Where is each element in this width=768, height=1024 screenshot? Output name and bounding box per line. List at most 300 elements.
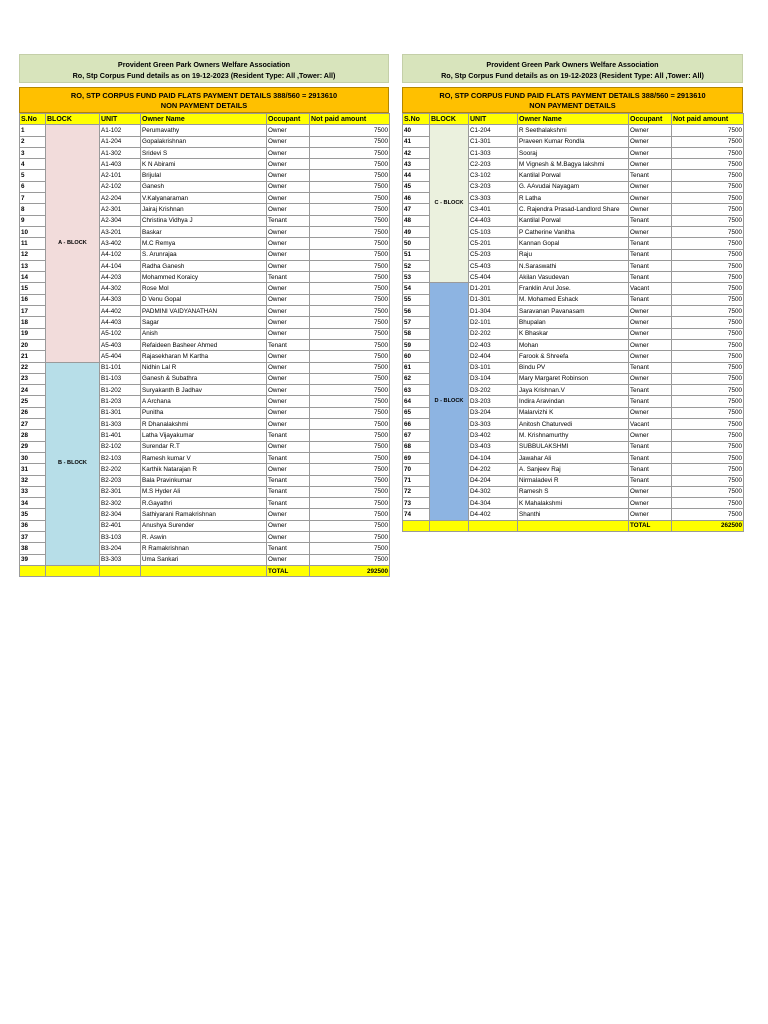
amount-cell: 7500: [672, 193, 744, 204]
unit-cell: D2-202: [469, 328, 518, 339]
sno-cell: 58: [403, 328, 430, 339]
not-paid-amount-header: Not paid amount: [672, 114, 744, 125]
sno-cell: 53: [403, 272, 430, 283]
sno-cell: 9: [20, 215, 46, 226]
unit-cell: D3-204: [469, 407, 518, 418]
amount-cell: 7500: [310, 226, 390, 237]
total-amount: 292500: [310, 565, 390, 576]
unit-cell: D3-303: [469, 419, 518, 430]
amount-cell: 7500: [672, 430, 744, 441]
occupant-cell: Owner: [267, 204, 310, 215]
not-paid-amount-header: Not paid amount: [310, 114, 390, 125]
unit-cell: A1-204: [100, 136, 141, 147]
occupant-cell: Owner: [267, 407, 310, 418]
owner-name-cell: Anish: [141, 328, 267, 339]
unit-cell: C2-203: [469, 159, 518, 170]
unit-cell: A4-403: [100, 317, 141, 328]
owner-name-cell: Kantilal Porwal: [518, 170, 629, 181]
unit-cell: B3-103: [100, 531, 141, 542]
sno-cell: 55: [403, 294, 430, 305]
occupant-cell: Tenant: [629, 272, 672, 283]
association-header: [402, 54, 743, 83]
occupant-cell: Owner: [267, 283, 310, 294]
amount-cell: 7500: [672, 204, 744, 215]
unit-cell: C5-403: [469, 260, 518, 271]
sno-header: S.No: [20, 114, 46, 125]
owner-name-cell: S. Arunrajaa: [141, 249, 267, 260]
total-spacer: [100, 565, 141, 576]
table-row: [403, 125, 744, 136]
unit-cell: B1-401: [100, 430, 141, 441]
occupant-cell: Owner: [267, 159, 310, 170]
occupant-cell: Owner: [267, 351, 310, 362]
occupant-cell: Owner: [629, 147, 672, 158]
sno-cell: 57: [403, 317, 430, 328]
owner-name-cell: Farook & Shreefa: [518, 351, 629, 362]
sno-cell: 45: [403, 181, 430, 192]
sno-cell: 39: [20, 554, 46, 565]
owner-name-cell: Saravanan Pavanasam: [518, 306, 629, 317]
occupant-cell: Owner: [267, 238, 310, 249]
amount-cell: 7500: [672, 159, 744, 170]
occupant-cell: Tenant: [267, 486, 310, 497]
block-header: BLOCK: [430, 114, 469, 125]
unit-cell: B2-203: [100, 475, 141, 486]
unit-cell: C5-103: [469, 226, 518, 237]
occupant-cell: Owner: [629, 159, 672, 170]
amount-cell: 7500: [672, 238, 744, 249]
owner-name-cell: R Latha: [518, 193, 629, 204]
amount-cell: 7500: [672, 509, 744, 520]
amount-cell: 7500: [310, 464, 390, 475]
amount-cell: 7500: [672, 373, 744, 384]
sno-cell: 62: [403, 373, 430, 384]
unit-cell: A4-303: [100, 294, 141, 305]
occupant-cell: Tenant: [629, 249, 672, 260]
amount-cell: 7500: [310, 407, 390, 418]
amount-cell: 7500: [310, 430, 390, 441]
block-label: C - BLOCK: [430, 125, 469, 283]
amount-cell: 7500: [310, 339, 390, 350]
payment-banner: [402, 87, 743, 113]
owner-name-cell: Ganesh & Subathra: [141, 373, 267, 384]
unit-cell: C1-204: [469, 125, 518, 136]
sno-cell: 71: [403, 475, 430, 486]
occupant-cell: Vacant: [629, 419, 672, 430]
amount-cell: 7500: [672, 396, 744, 407]
unit-cell: A5-102: [100, 328, 141, 339]
sno-cell: 46: [403, 193, 430, 204]
amount-cell: 7500: [310, 362, 390, 373]
owner-name-cell: Rajasekharan M Kartha: [141, 351, 267, 362]
total-row: [403, 520, 744, 531]
owner-name-cell: K Bhaskar: [518, 328, 629, 339]
sno-cell: 1: [20, 125, 46, 136]
amount-cell: 7500: [672, 486, 744, 497]
occupant-cell: Tenant: [629, 385, 672, 396]
owner-name-cell: D Venu Gopal: [141, 294, 267, 305]
sno-cell: 26: [20, 407, 46, 418]
owner-name-cell: R Dhanalakshmi: [141, 419, 267, 430]
sno-cell: 42: [403, 147, 430, 158]
sno-cell: 33: [20, 486, 46, 497]
unit-cell: B2-302: [100, 498, 141, 509]
unit-cell: D3-202: [469, 385, 518, 396]
table-row: [20, 125, 390, 136]
total-spacer: [430, 520, 469, 531]
sno-cell: 59: [403, 339, 430, 350]
sno-cell: 4: [20, 159, 46, 170]
occupant-cell: Owner: [267, 125, 310, 136]
sno-cell: 19: [20, 328, 46, 339]
unit-cell: C3-401: [469, 204, 518, 215]
amount-cell: 7500: [310, 272, 390, 283]
occupant-cell: Tenant: [267, 498, 310, 509]
amount-cell: 7500: [672, 317, 744, 328]
owner-name-cell: Jawahar Ali: [518, 452, 629, 463]
unit-cell: B2-202: [100, 464, 141, 475]
sno-cell: 6: [20, 181, 46, 192]
amount-cell: 7500: [310, 441, 390, 452]
owner-name-cell: Indira Aravindan: [518, 396, 629, 407]
sno-cell: 65: [403, 407, 430, 418]
association-header: [19, 54, 389, 83]
occupant-cell: Tenant: [267, 475, 310, 486]
occupant-cell: Vacant: [629, 283, 672, 294]
owner-name-cell: Malarvizhi K: [518, 407, 629, 418]
occupant-cell: Tenant: [629, 464, 672, 475]
unit-cell: B2-304: [100, 509, 141, 520]
unit-header: UNIT: [100, 114, 141, 125]
unit-cell: D3-101: [469, 362, 518, 373]
amount-cell: 7500: [310, 181, 390, 192]
occupant-cell: Tenant: [629, 238, 672, 249]
amount-cell: 7500: [310, 294, 390, 305]
sno-cell: 41: [403, 136, 430, 147]
sno-cell: 54: [403, 283, 430, 294]
occupant-cell: Owner: [629, 498, 672, 509]
sno-cell: 13: [20, 260, 46, 271]
owner-name-cell: Kannan Gopal: [518, 238, 629, 249]
amount-cell: 7500: [672, 170, 744, 181]
fund-details-title: Ro, Stp Corpus Fund details as on 19-12-2023 (Resident Type: All ,Tower: All): [72, 71, 336, 80]
amount-cell: 7500: [310, 136, 390, 147]
amount-cell: 7500: [672, 125, 744, 136]
owner-name-cell: Ganesh: [141, 181, 267, 192]
unit-cell: A1-403: [100, 159, 141, 170]
owner-name-cell: Praveen Kumar Rondla: [518, 136, 629, 147]
owner-name-cell: Ramesh S: [518, 486, 629, 497]
owner-name-cell: Shanthi: [518, 509, 629, 520]
unit-cell: A4-402: [100, 306, 141, 317]
block-label: D - BLOCK: [430, 283, 469, 520]
unit-cell: D3-203: [469, 396, 518, 407]
sno-cell: 21: [20, 351, 46, 362]
occupant-cell: Tenant: [629, 452, 672, 463]
unit-cell: B1-303: [100, 419, 141, 430]
unit-cell: D1-301: [469, 294, 518, 305]
occupant-cell: Owner: [629, 181, 672, 192]
occupant-cell: Owner: [267, 531, 310, 542]
table-row: [20, 362, 390, 373]
sno-cell: 72: [403, 486, 430, 497]
total-spacer: [403, 520, 430, 531]
unit-cell: B3-204: [100, 543, 141, 554]
amount-cell: 7500: [310, 238, 390, 249]
sno-cell: 36: [20, 520, 46, 531]
unit-cell: D1-304: [469, 306, 518, 317]
unit-cell: A2-304: [100, 215, 141, 226]
sno-cell: 63: [403, 385, 430, 396]
occupant-cell: Owner: [267, 170, 310, 181]
amount-cell: 7500: [310, 125, 390, 136]
owner-name-cell: Jaya Krishnan.V: [518, 385, 629, 396]
occupant-cell: Owner: [267, 441, 310, 452]
amount-cell: 7500: [310, 249, 390, 260]
unit-cell: D4-402: [469, 509, 518, 520]
occupant-cell: Owner: [629, 430, 672, 441]
owner-name-cell: PADMINI VAIDYANATHAN: [141, 306, 267, 317]
unit-cell: D1-201: [469, 283, 518, 294]
sno-cell: 30: [20, 452, 46, 463]
owner-name-cell: Anushya Surender: [141, 520, 267, 531]
left-sheet: [19, 54, 389, 577]
occupant-cell: Owner: [267, 226, 310, 237]
banner-title: RO, STP CORPUS FUND PAID FLATS PAYMENT DETAILS 388/560 = 2913610: [70, 91, 338, 100]
owner-name-cell: Punitha: [141, 407, 267, 418]
sno-cell: 34: [20, 498, 46, 509]
owner-name-cell: A Archana: [141, 396, 267, 407]
unit-cell: A3-402: [100, 238, 141, 249]
sno-cell: 24: [20, 385, 46, 396]
banner-title: RO, STP CORPUS FUND PAID FLATS PAYMENT DETAILS 388/560 = 2913610: [439, 91, 706, 100]
occupant-cell: Tenant: [267, 215, 310, 226]
sno-cell: 32: [20, 475, 46, 486]
owner-name-cell: Franklin Arul Jose.: [518, 283, 629, 294]
unit-cell: A2-301: [100, 204, 141, 215]
occupant-cell: Owner: [629, 339, 672, 350]
unit-cell: C5-203: [469, 249, 518, 260]
occupant-cell: Owner: [267, 306, 310, 317]
amount-cell: 7500: [672, 385, 744, 396]
sno-cell: 47: [403, 204, 430, 215]
occupant-cell: Owner: [629, 509, 672, 520]
amount-cell: 7500: [672, 464, 744, 475]
block-label: B - BLOCK: [46, 362, 100, 565]
unit-cell: B2-401: [100, 520, 141, 531]
sno-cell: 17: [20, 306, 46, 317]
owner-name-cell: Mary Margaret Robinson: [518, 373, 629, 384]
owner-name-cell: R.Gayathri: [141, 498, 267, 509]
owner-name-cell: Uma Sankari: [141, 554, 267, 565]
owner-name-cell: Surendar R.T: [141, 441, 267, 452]
owner-name-cell: C. Rajendra Prasad-Landlord Share: [518, 204, 629, 215]
unit-cell: D2-101: [469, 317, 518, 328]
unit-cell: D2-403: [469, 339, 518, 350]
amount-cell: 7500: [672, 475, 744, 486]
occupant-cell: Owner: [267, 328, 310, 339]
unit-cell: D3-403: [469, 441, 518, 452]
owner-name-header: Owner Name: [141, 114, 267, 125]
occupant-cell: Tenant: [629, 441, 672, 452]
sno-cell: 52: [403, 260, 430, 271]
amount-cell: 7500: [310, 260, 390, 271]
unit-cell: A4-302: [100, 283, 141, 294]
unit-cell: D3-402: [469, 430, 518, 441]
occupant-cell: Tenant: [629, 170, 672, 181]
sno-cell: 15: [20, 283, 46, 294]
total-spacer: [518, 520, 629, 531]
amount-cell: 7500: [310, 170, 390, 181]
unit-cell: D3-104: [469, 373, 518, 384]
amount-cell: 7500: [310, 215, 390, 226]
occupant-cell: Owner: [267, 317, 310, 328]
amount-cell: 7500: [672, 419, 744, 430]
owner-name-cell: R Ramakrishnan: [141, 543, 267, 554]
occupant-cell: Tenant: [629, 396, 672, 407]
occupant-cell: Tenant: [267, 430, 310, 441]
owner-name-cell: Anitosh Chaturvedi: [518, 419, 629, 430]
owner-name-cell: Christina Vidhya J: [141, 215, 267, 226]
occupant-cell: Owner: [629, 373, 672, 384]
sno-cell: 61: [403, 362, 430, 373]
occupant-cell: Owner: [629, 226, 672, 237]
unit-cell: B1-301: [100, 407, 141, 418]
occupant-cell: Tenant: [629, 260, 672, 271]
fund-details-title: Ro, Stp Corpus Fund details as on 19-12-2023 (Resident Type: All ,Tower: All): [441, 71, 704, 80]
owner-name-cell: Ramesh kumar V: [141, 452, 267, 463]
occupant-cell: Tenant: [629, 475, 672, 486]
non-payment-title: NON PAYMENT DETAILS: [529, 101, 616, 110]
total-row: [20, 565, 390, 576]
owner-name-header: Owner Name: [518, 114, 629, 125]
sno-cell: 14: [20, 272, 46, 283]
owner-name-cell: Rose Mol: [141, 283, 267, 294]
owner-name-cell: K N Abirami: [141, 159, 267, 170]
amount-cell: 7500: [672, 407, 744, 418]
sno-cell: 20: [20, 339, 46, 350]
sno-cell: 51: [403, 249, 430, 260]
sno-cell: 44: [403, 170, 430, 181]
amount-cell: 7500: [672, 441, 744, 452]
owner-name-cell: Baskar: [141, 226, 267, 237]
occupant-cell: Owner: [267, 294, 310, 305]
occupant-cell: Owner: [267, 260, 310, 271]
sno-cell: 18: [20, 317, 46, 328]
amount-cell: 7500: [672, 339, 744, 350]
unit-cell: D4-304: [469, 498, 518, 509]
owner-name-cell: Sridevi S: [141, 147, 267, 158]
occupant-cell: Owner: [267, 464, 310, 475]
amount-cell: 7500: [672, 452, 744, 463]
total-spacer: [469, 520, 518, 531]
occupant-cell: Owner: [629, 125, 672, 136]
amount-cell: 7500: [310, 373, 390, 384]
amount-cell: 7500: [310, 147, 390, 158]
occupant-cell: Owner: [629, 407, 672, 418]
amount-cell: 7500: [672, 498, 744, 509]
unit-cell: B2-301: [100, 486, 141, 497]
occupant-cell: Owner: [267, 193, 310, 204]
sno-cell: 40: [403, 125, 430, 136]
amount-cell: 7500: [310, 498, 390, 509]
owner-name-cell: Gopalakrishnan: [141, 136, 267, 147]
amount-cell: 7500: [672, 136, 744, 147]
sno-cell: 31: [20, 464, 46, 475]
occupant-cell: Tenant: [267, 452, 310, 463]
occupant-cell: Owner: [629, 328, 672, 339]
owner-name-cell: Jairaj Krishnan: [141, 204, 267, 215]
table-row: [403, 283, 744, 294]
occupant-cell: Owner: [629, 306, 672, 317]
amount-cell: 7500: [310, 452, 390, 463]
owner-name-cell: Nidhin Lal R: [141, 362, 267, 373]
occupant-cell: Owner: [267, 509, 310, 520]
owner-name-cell: Sathiyarani Ramakrishnan: [141, 509, 267, 520]
owner-name-cell: G. AAvudai Nayagam: [518, 181, 629, 192]
owner-name-cell: Sagar: [141, 317, 267, 328]
unit-cell: A1-102: [100, 125, 141, 136]
owner-name-cell: Bindu PV: [518, 362, 629, 373]
sno-cell: 29: [20, 441, 46, 452]
occupant-cell: Tenant: [267, 272, 310, 283]
amount-cell: 7500: [672, 272, 744, 283]
total-spacer: [20, 565, 46, 576]
occupant-cell: Owner: [629, 351, 672, 362]
amount-cell: 7500: [672, 147, 744, 158]
amount-cell: 7500: [310, 554, 390, 565]
owner-name-cell: SUBBULAKSHMI: [518, 441, 629, 452]
unit-cell: C1-301: [469, 136, 518, 147]
sno-cell: 49: [403, 226, 430, 237]
unit-cell: B1-103: [100, 373, 141, 384]
occupant-cell: Owner: [629, 136, 672, 147]
non-payment-title: NON PAYMENT DETAILS: [160, 101, 248, 110]
amount-cell: 7500: [672, 306, 744, 317]
amount-cell: 7500: [310, 531, 390, 542]
sno-cell: 74: [403, 509, 430, 520]
owner-name-cell: Raju: [518, 249, 629, 260]
total-label: TOTAL: [267, 565, 310, 576]
amount-cell: 7500: [310, 396, 390, 407]
occupant-cell: Owner: [629, 317, 672, 328]
owner-name-cell: R. Aswin: [141, 531, 267, 542]
right-sheet: [402, 54, 743, 532]
amount-cell: 7500: [310, 475, 390, 486]
owner-name-cell: Refaideen Basheer Ahmed: [141, 339, 267, 350]
owner-name-cell: M. Mohamed Eshack: [518, 294, 629, 305]
amount-cell: 7500: [672, 328, 744, 339]
sno-cell: 28: [20, 430, 46, 441]
owner-name-cell: Bala Pravinkumar: [141, 475, 267, 486]
amount-cell: 7500: [672, 226, 744, 237]
unit-cell: B1-203: [100, 396, 141, 407]
sno-cell: 16: [20, 294, 46, 305]
sno-cell: 8: [20, 204, 46, 215]
unit-cell: A4-203: [100, 272, 141, 283]
owner-name-cell: Mohan: [518, 339, 629, 350]
unit-cell: B2-102: [100, 441, 141, 452]
sno-cell: 12: [20, 249, 46, 260]
owner-name-cell: Kantilal Porwal: [518, 215, 629, 226]
sno-header: S.No: [403, 114, 430, 125]
sno-cell: 50: [403, 238, 430, 249]
sno-cell: 23: [20, 373, 46, 384]
unit-cell: D4-302: [469, 486, 518, 497]
occupant-cell: Owner: [267, 373, 310, 384]
sno-cell: 37: [20, 531, 46, 542]
owner-name-cell: Bhupalan: [518, 317, 629, 328]
